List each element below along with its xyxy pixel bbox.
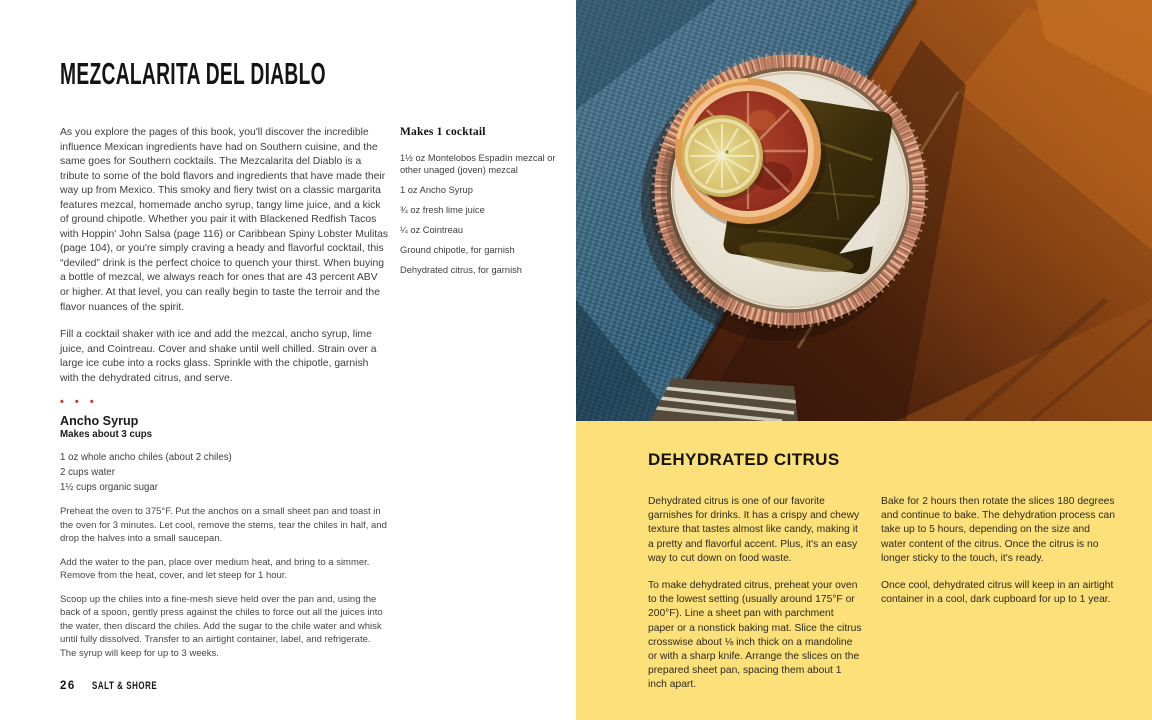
recipe-body-column xyxy=(60,126,389,660)
subrecipe-step: Add the water to the pan, place over medium heat, and bring to a simmer. Remove from the heat, cover, and let steep for 1 hour. xyxy=(60,556,370,582)
subrecipe-title: Ancho Syrup xyxy=(60,414,139,429)
ingredient-item: Ground chipotle, for garnish xyxy=(400,245,515,256)
subrecipe-ingredient: 1 oz whole ancho chiles (about 2 chiles) xyxy=(60,452,232,464)
feature-paragraph: To make dehydrated citrus, preheat your oven to the lowest setting (usually around 175°F or 200°F). Line a sheet pan with parchment paper or a nonstick baking mat. Slice the citrus crosswise about ⅛ inch thick on a mandoline or with a sharp knife. Arrange the slices on the prepared sheet pan, spacing them about 1 inch apart. xyxy=(648,580,862,691)
feature-columns xyxy=(648,495,1115,693)
subrecipe-yield: Makes about 3 cups xyxy=(60,429,153,441)
intro-paragraph: As you explore the pages of this book, you'll discover the incredible influence Mexican ingredients have had on Southern cuisine, and the same goes for Southern cocktails. The Mezcalarita del Diablo is a tribute to some of the bold flavors and ingredients that have made their way up from Mexico. This smoky and fiery twist on a classic margarita features mezcal, homemade ancho syrup, tangy lime juice, and a kick of ground chipotle. Whether you pair it with Blackened Redfish Tacos with Hoppin' John Salsa (page 116) or Caribbean Spiny Lobster Mulitas (page 104), or you're simply craving a heady and flavorful cocktail, this “deviled” drink is the perfect choice to quench your thirst. When buying a bottle of mezcal, we always reach for ones that are 43 percent ABV or higher. At that level, you can really begin to taste the terroir and the flavor nuances of the spirit. xyxy=(60,127,389,313)
feature-paragraph: Bake for 2 hours then rotate the slices 180 degrees and continue to bake. The dehydration process can take up to 5 hours, depending on the size and water content of the citrus. Once the citrus is no longer sticky to the touch, it's ready. xyxy=(881,496,1115,564)
ingredient-item: Dehydrated citrus, for garnish xyxy=(400,264,522,275)
feature-paragraph: Once cool, dehydrated citrus will keep in an airtight container in a cool, dark cupboard for up to 1 year. xyxy=(881,580,1114,606)
cocktail-glass xyxy=(654,54,926,326)
subrecipe-ingredient: 2 cups water xyxy=(60,467,115,479)
method-paragraph: Fill a cocktail shaker with ice and add the mezcal, ancho syrup, lime juice, and Cointreau. Cover and shake until well chilled. Strain over a large ice cube into a rocks glass. Sprinkle with the chipotle, garnish with the dehydrated citrus, and serve. xyxy=(60,329,377,384)
ingredient-item: 1½ oz Montelobos Espadín mezcal or other unaged (joven) mezcal xyxy=(400,153,556,176)
subrecipe-ingredients xyxy=(60,450,389,495)
subrecipe-step: Scoop up the chiles into a fine-mesh sieve held over the pan and, using the back of a spoon, gently press against the chiles to force out all the juices into the water, then discard the chiles. Add the sugar to the chile water and whisk until fully dissolved. Transfer to an airtight container, label, and refrigerate. The syrup will keep for up to 3 weeks. xyxy=(60,593,383,659)
ingredient-item: 1 oz Ancho Syrup xyxy=(400,185,473,196)
feature-column-2 xyxy=(881,495,1115,693)
subrecipe-ingredient: 1½ cups organic sugar xyxy=(60,482,159,494)
ingredients-heading: Makes 1 cocktail xyxy=(400,126,486,138)
subrecipe-step: Preheat the oven to 375°F. Put the anchos on a small sheet pan and toast in the oven for 3 minutes. Let cool, remove the stems, tear the chiles in half, and drop the halves into a small saucepan. xyxy=(60,506,387,545)
page-number: 26 xyxy=(60,680,76,692)
section-divider-dots: • • • xyxy=(60,396,98,409)
page-title: MEZCALARITA DEL DIABLO xyxy=(60,56,326,91)
cocktail-photo xyxy=(576,0,1152,421)
feature-heading: DEHYDRATED CITRUS xyxy=(648,450,840,469)
feature-panel xyxy=(576,421,1152,720)
feature-column-1 xyxy=(648,495,862,693)
ingredient-item: ¼ oz Cointreau xyxy=(400,225,464,236)
book-title: SALT & SHORE xyxy=(91,680,158,692)
page-footer xyxy=(60,680,182,692)
cocktail-ingredients-panel xyxy=(400,126,557,284)
subrecipe-steps xyxy=(60,505,389,660)
feature-paragraph: Dehydrated citrus is one of our favorite garnishes for drinks. It has a crispy and chewy texture that tastes almost like candy, making it a pretty and flavorful accent. Plus, it's an easy way to cut down on food waste. xyxy=(648,496,860,564)
ingredient-item: ¾ oz fresh lime juice xyxy=(400,205,485,216)
